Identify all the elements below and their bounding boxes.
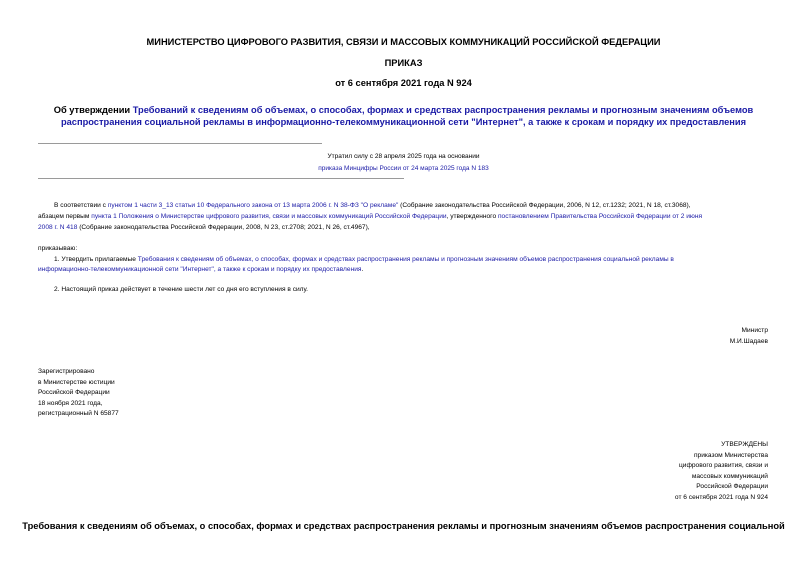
decree-link[interactable]: постановлением Правительства Российской Федерации от 2 июня	[497, 213, 703, 220]
signature-position: Министр	[741, 327, 768, 334]
approved-line: Российской Федерации	[696, 483, 768, 491]
title-prefix: Об утверждении	[53, 105, 133, 115]
doc-type: ПРИКАЗ	[384, 58, 423, 68]
status-note-line2	[0, 164, 807, 175]
requirements-title: Требования к сведениям об объемах, о способах, формах и средствах распространения рекламы и прогнозным значениям объемов распространения социальной	[22, 521, 785, 531]
regulation-link[interactable]: пункта 1 Положения о Министерстве цифрового развития, связи и массовых коммуникаций Российской Федерации	[91, 213, 447, 220]
approved-line: от 6 сентября 2021 года N 924	[674, 493, 768, 501]
item2: 2. Настоящий приказ действует в течение шести лет со дня его вступления в силу.	[54, 286, 308, 293]
registration-line: Российской Федерации	[38, 389, 110, 397]
approved-block	[560, 440, 768, 504]
order-word: приказываю:	[38, 245, 78, 252]
doc-date-number: от 6 сентября 2021 года N 924	[335, 78, 472, 88]
status-note-line1: Утратил силу с 28 апреля 2025 года на основании	[327, 153, 480, 160]
law-link[interactable]: пунктом 1 части 3_13 статьи 10 Федерального закона от 13 марта 2006 г. N 38-ФЗ "О рекламе"	[107, 202, 399, 209]
signature-name: М.И.Шадаев	[729, 338, 768, 345]
approved-line: приказом Министерства	[693, 451, 768, 459]
approved-line: массовых коммуникаций	[691, 472, 768, 480]
approved-line: цифрового развития, связи и	[679, 462, 768, 470]
registration-line: регистрационный N 65877	[38, 410, 119, 418]
preamble-line3: 2008 г. N 418 (Собрание законодательства Российской Федерации, 2008, N 23, ст.2708; 2021, N 26, ст.4967),	[38, 224, 370, 231]
registration-line: Зарегистрировано	[38, 368, 95, 375]
preamble-line2: абзацем первым пункта 1 Положения о Министерстве цифрового развития, связи и массовых коммуникаций Российской Федерации, утвержденного постановлением Правительства Российской Федерации от 2 июня	[38, 213, 703, 220]
divider-top	[38, 143, 322, 144]
divider-bottom	[38, 178, 404, 179]
document-title-line1	[0, 104, 807, 116]
item1-line1: 1. Утвердить прилагаемые Требования к сведениям об объемах, о способах, формах и средствах распространения рекламы и прогнозным значениям объемов распространения социальной рекламы в	[54, 256, 674, 263]
item1-line2: информационно-телекоммуникационной сети "Интернет", а также к срокам и порядку их предоставления.	[38, 266, 364, 273]
repeal-order-link[interactable]: приказа Минцифры России от 24 марта 2025 года N 183	[318, 165, 489, 172]
registration-block	[38, 367, 119, 420]
document-title-line2	[0, 116, 807, 128]
registration-line: 18 ноября 2021 года,	[38, 399, 103, 407]
preamble-line1: В соответствии с пунктом 1 части 3_13 статьи 10 Федерального закона от 13 марта 2006 г. N 38-ФЗ "О рекламе" (Собрание законодательства Российской Федерации, 2006, N 12, ст.1232; 2021, N 18, ст.3068),	[54, 202, 691, 209]
registration-line: в Министерстве юстиции	[38, 378, 115, 386]
ministry-name: МИНИСТЕРСТВО ЦИФРОВОГО РАЗВИТИЯ, СВЯЗИ И МАССОВЫХ КОММУНИКАЦИЙ РОССИЙСКОЙ ФЕДЕРАЦИИ	[146, 37, 661, 47]
decree-link-cont[interactable]: 2008 г. N 418	[38, 224, 78, 231]
requirements-link-cont[interactable]: информационно-телекоммуникационной сети "Интернет", а также к срокам и порядку их предоставления	[38, 266, 362, 273]
title-link[interactable]: Требований к сведениям об объемах, о способах, формах и средствах распространения рекламы и прогнозным значениям объемов	[132, 105, 754, 115]
approved-line: УТВЕРЖДЕНЫ	[721, 441, 768, 448]
title-link-cont[interactable]: распространения социальной рекламы в информационно-телекоммуникационной сети "Интернет", а также к срокам и порядку их предоставления	[60, 117, 747, 127]
requirements-link[interactable]: Требования к сведениям об объемах, о способах, формах и средствах распространения рекламы и прогнозным значениям объемов распространения социальной рекламы в	[137, 256, 674, 263]
